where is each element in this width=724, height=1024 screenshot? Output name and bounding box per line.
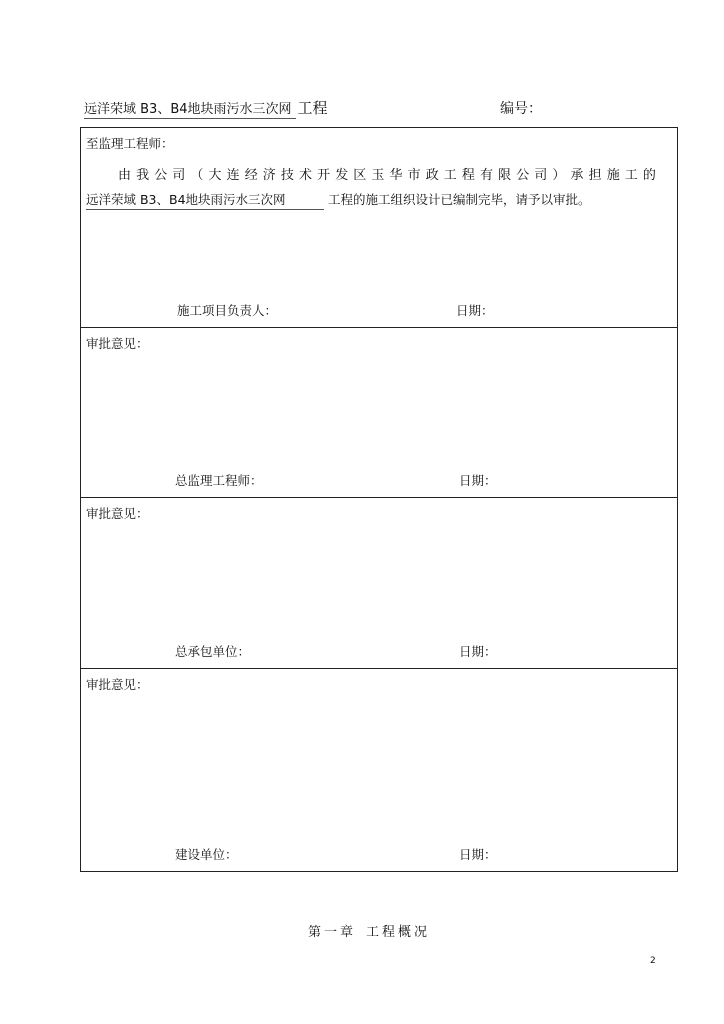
header-project-name: 远洋荣域 B3、B4地块雨污水三次网	[84, 98, 296, 119]
header-project-title	[84, 97, 328, 119]
submission-body-line2	[86, 190, 591, 210]
project-manager-signature-label: 施工项目负责人：	[177, 303, 278, 318]
supervisor-section	[81, 327, 677, 497]
to-supervisor-label: 至监理工程师：	[86, 136, 174, 151]
submission-body-line1: 由我公司（大连经济技术开发区玉华市政工程有限公司）承担施工的	[118, 168, 662, 183]
chapter-number: 第一章	[308, 925, 357, 940]
owner-section	[81, 668, 677, 871]
header-project-suffix: 工程	[297, 99, 328, 117]
contractor-date-label: 日期：	[459, 644, 497, 659]
chapter-heading	[308, 921, 430, 940]
supervisor-date-label: 日期：	[459, 473, 497, 488]
owner-signature-label: 建设单位：	[175, 847, 238, 862]
general-contractor-signature-label: 总承包单位：	[175, 644, 251, 659]
approval-form-table	[80, 127, 678, 872]
submission-body-rest: 工程的施工组织设计已编制完毕，请予以审批。	[328, 192, 591, 207]
chapter-title: 工程概况	[366, 925, 431, 940]
contractor-opinion-label: 审批意见：	[86, 506, 149, 521]
header-number-label: 编号：	[500, 101, 542, 117]
contractor-section	[81, 497, 677, 668]
submission-date-label: 日期：	[456, 303, 494, 318]
owner-opinion-label: 审批意见：	[86, 677, 149, 692]
submission-project-name: 远洋荣域 B3、B4地块雨污水三次网	[86, 190, 324, 210]
submission-section	[81, 128, 677, 327]
owner-date-label: 日期：	[459, 847, 497, 862]
supervisor-opinion-label: 审批意见：	[86, 336, 149, 351]
chief-supervisor-signature-label: 总监理工程师：	[175, 473, 263, 488]
page-number: 2	[650, 956, 656, 966]
